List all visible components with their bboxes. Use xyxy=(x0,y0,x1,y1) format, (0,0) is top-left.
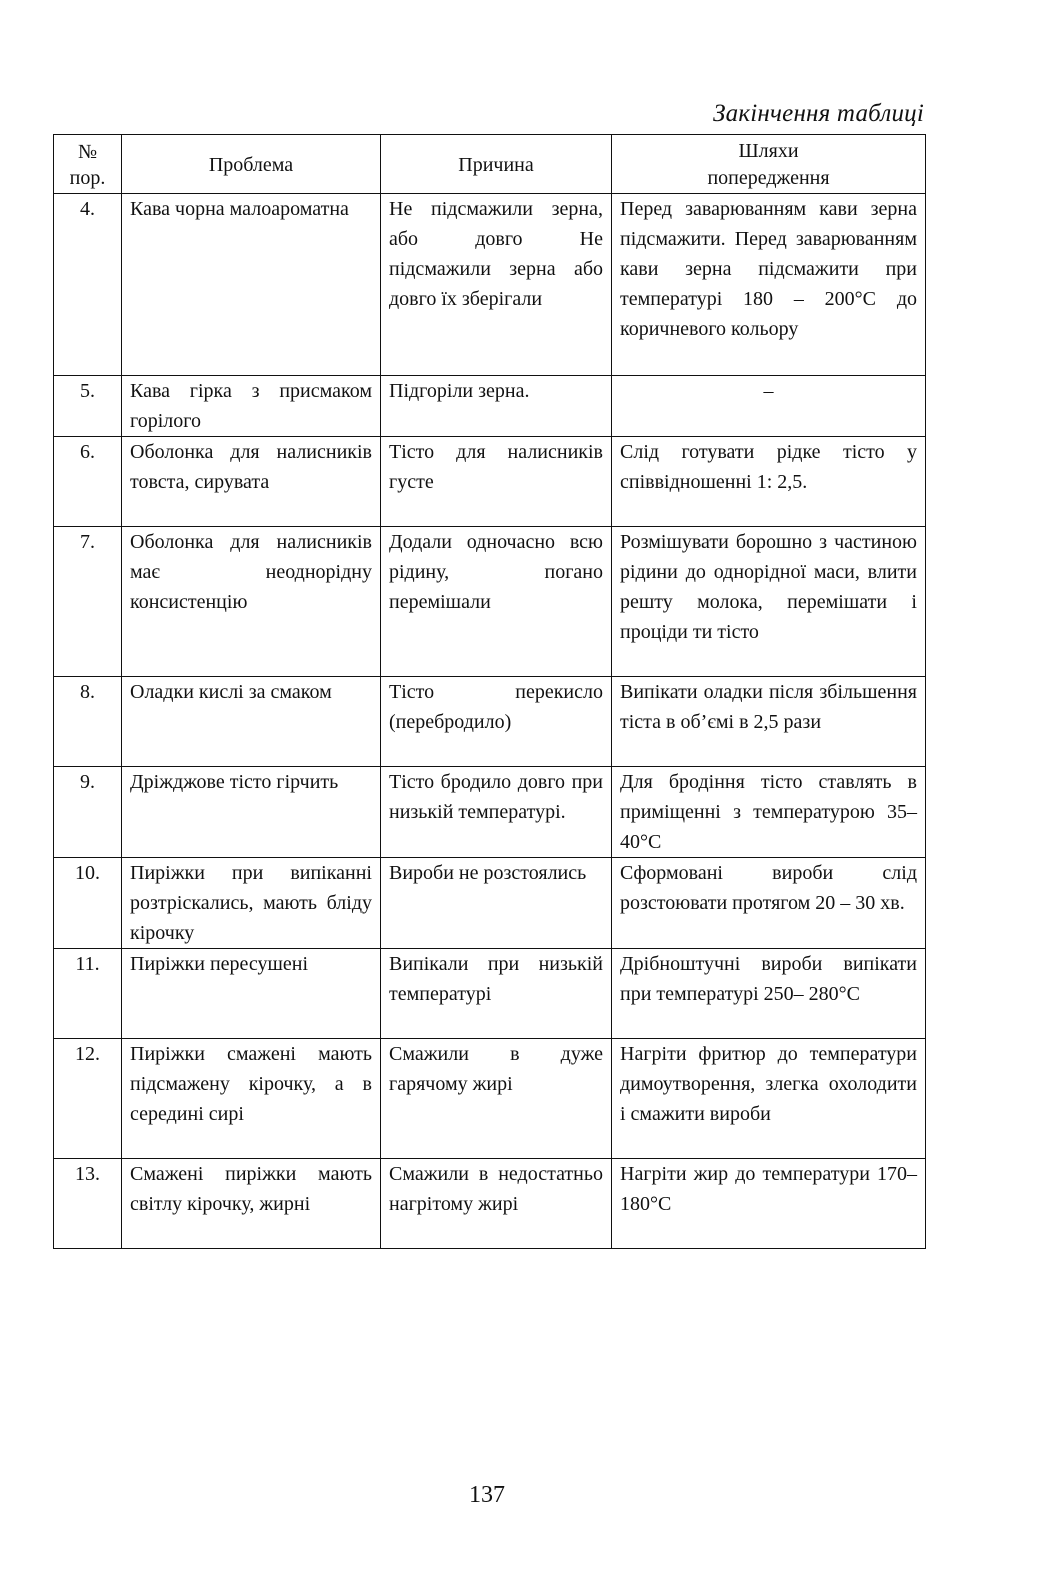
row-problem: Смажені пиріжки мають світлу кірочку, жирні xyxy=(122,1159,381,1249)
row-number: 11. xyxy=(54,949,122,1039)
row-number: 9. xyxy=(54,767,122,858)
table-row xyxy=(54,767,926,858)
table-header-row xyxy=(54,135,926,194)
row-cause: Підгоріли зерна. xyxy=(381,376,612,437)
row-problem: Оладки кислі за смаком xyxy=(122,677,381,767)
row-number: 8. xyxy=(54,677,122,767)
row-cause: Не підсмажили зерна, або довго Не підсмажили зерна або довго їх зберігали xyxy=(381,194,612,376)
row-number: 7. xyxy=(54,527,122,677)
row-problem: Кава чорна малоароматна xyxy=(122,194,381,376)
row-problem: Кава гірка з присмаком горілого xyxy=(122,376,381,437)
header-prevention: Шляхи попередження xyxy=(612,135,926,194)
row-prevention: Випікати оладки після збільшення тіста в об’ємі в 2,5 рази xyxy=(612,677,926,767)
table-row xyxy=(54,194,926,376)
header-problem: Проблема xyxy=(122,135,381,194)
table-row xyxy=(54,1039,926,1159)
page-number: 137 xyxy=(469,1482,505,1508)
table-row xyxy=(54,949,926,1039)
row-prevention: Для бродіння тісто ставлять в приміщенні з температурою 35–40°С xyxy=(612,767,926,858)
table-row xyxy=(54,1159,926,1249)
table-row xyxy=(54,527,926,677)
row-cause: Тісто для налисників густе xyxy=(381,437,612,527)
row-number: 12. xyxy=(54,1039,122,1159)
row-prevention: Дрібноштучні вироби випікати при температурі 250– 280°С xyxy=(612,949,926,1039)
troubleshooting-table xyxy=(53,134,926,1249)
row-problem: Пиріжки смажені мають підсмажену кірочку, а в середині сирі xyxy=(122,1039,381,1159)
table-row xyxy=(54,437,926,527)
table-row xyxy=(54,677,926,767)
row-cause: Тісто перекисло (перебродило) xyxy=(381,677,612,767)
row-problem: Пиріжки при випіканні розтріскались, мають бліду кірочку xyxy=(122,858,381,949)
row-number: 6. xyxy=(54,437,122,527)
row-prevention: Нагріти жир до температури 170–180°С xyxy=(612,1159,926,1249)
row-problem: Оболонка для налисників має неоднорідну консистенцію xyxy=(122,527,381,677)
row-problem: Дріжджове тісто гірчить xyxy=(122,767,381,858)
row-number: 13. xyxy=(54,1159,122,1249)
row-problem: Пиріжки пересушені xyxy=(122,949,381,1039)
row-number: 10. xyxy=(54,858,122,949)
table-continuation-caption: Закінчення таблиці xyxy=(713,100,924,127)
row-cause: Смажили в недостатньо нагрітому жирі xyxy=(381,1159,612,1249)
row-number: 5. xyxy=(54,376,122,437)
header-number: № пор. xyxy=(54,135,122,194)
row-prevention: Сформовані вироби слід розстоювати протягом 20 – 30 хв. xyxy=(612,858,926,949)
row-prevention: Розмішувати борошно з частиною рідини до однорідної маси, влити решту молока, перемішати і проціди ти тісто xyxy=(612,527,926,677)
row-prevention: – xyxy=(612,376,926,437)
row-number: 4. xyxy=(54,194,122,376)
row-cause: Вироби не розстоялись xyxy=(381,858,612,949)
table-row xyxy=(54,858,926,949)
row-prevention: Слід готувати рідке тісто у співвідношенні 1: 2,5. xyxy=(612,437,926,527)
row-problem: Оболонка для налисників товста, сирувата xyxy=(122,437,381,527)
header-cause: Причина xyxy=(381,135,612,194)
row-prevention: Нагріти фритюр до температури димоутворення, злегка охолодити і смажити вироби xyxy=(612,1039,926,1159)
row-cause: Смажили в дуже гарячому жирі xyxy=(381,1039,612,1159)
row-cause: Додали одночасно всю рідину, погано перемішали xyxy=(381,527,612,677)
row-prevention: Перед заварюванням кави зерна підсмажити. Перед заварюванням кави зерна підсмажити при температурі 180 – 200°С до коричневого кольору xyxy=(612,194,926,376)
row-cause: Тісто бродило довго при низькій температурі. xyxy=(381,767,612,858)
table-row xyxy=(54,376,926,437)
row-cause: Випікали при низькій температурі xyxy=(381,949,612,1039)
